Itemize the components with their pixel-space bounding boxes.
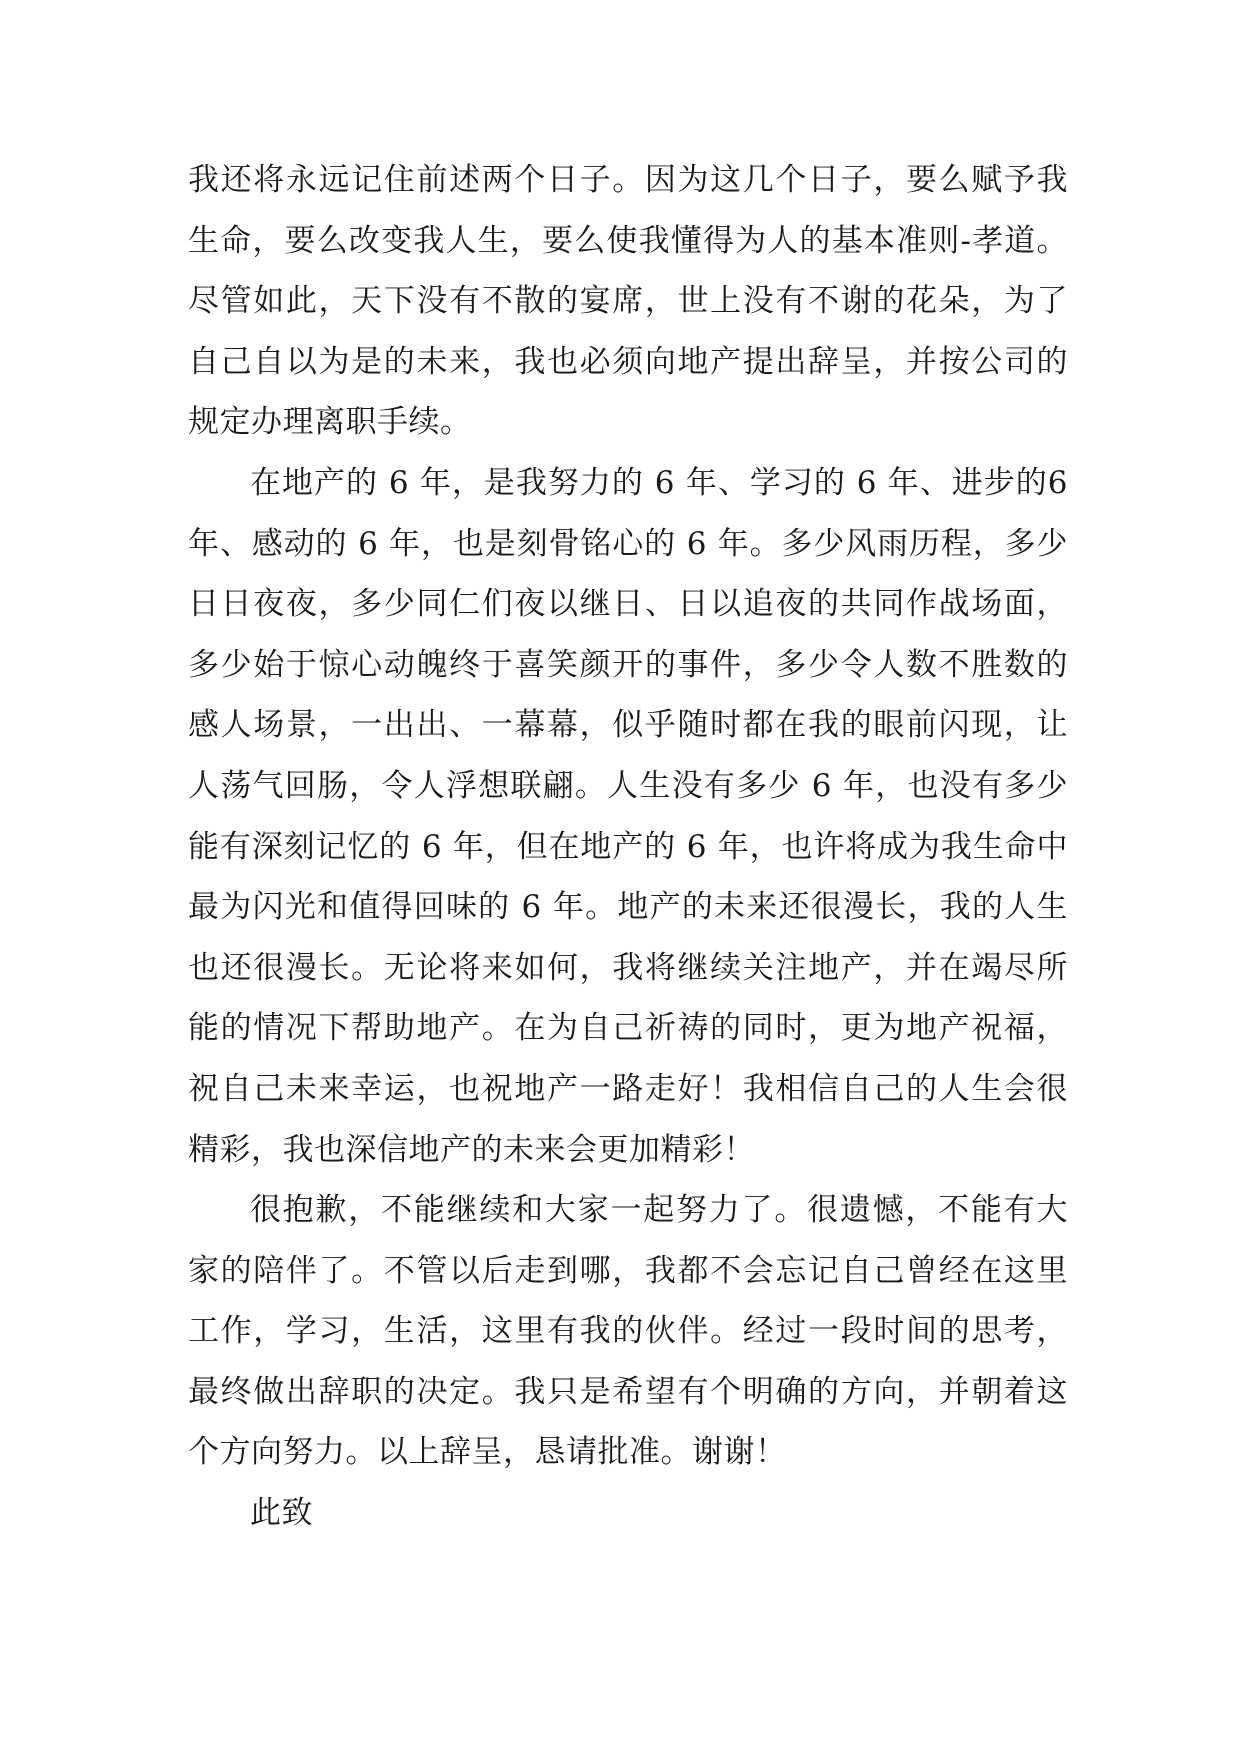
line: 成为我生命中最为闪光和值得回味的 6 年。地产的未来还很: [188, 828, 1068, 926]
line: 也没有多少能有深刻记忆的 6 年，但在地产的 6 年，也许将: [188, 767, 1068, 865]
line: 地产，并在竭尽所能的情况下帮助地产。在为自己祈祷的同: [188, 949, 1068, 1047]
paragraph-1: [188, 150, 1068, 453]
line: 我生命，要么改变我人生，要么使我懂得为人的基本准则-: [188, 162, 1068, 259]
line: 这里工作，学习，生活，这里有我的伙伴。经过一段时间的: [188, 1252, 1068, 1350]
line: 并朝着这个方向努力。以上辞呈，恳请批准。谢谢！: [188, 1373, 1068, 1471]
line: 前闪现，让人荡气回肠，令人浮想联翩。人生没有多少 6 年，: [188, 707, 1068, 804]
closing-salutation: [188, 1483, 1068, 1544]
line: 并按公司的规定办理离职手续。: [188, 343, 1068, 441]
line: 大家的陪伴了。不管以后走到哪，我都不会忘记自己曾经在: [188, 1192, 1068, 1289]
line: 彩！: [692, 1131, 755, 1168]
document-page: [188, 150, 1068, 1670]
paragraph-2: [188, 453, 1068, 1180]
line: 朵，为了自己自以为是的未来，我也必须向地产提出辞呈，: [188, 283, 1068, 380]
line: 漫长，我的人生也还很漫长。无论将来如何，我将继续关注: [188, 889, 1068, 986]
line: 不胜数的感人场景，一出出、一幕幕，似乎随时都在我的眼: [188, 646, 1068, 744]
line: 我还将永远记住前述两个日子。因为这几个日子，要么赋予: [188, 162, 1037, 198]
line: 时，更为地产祝福，祝自己未来幸运，也祝地产一路走好！: [188, 1010, 1068, 1107]
document-body: [188, 150, 1068, 1544]
paragraph-3: [188, 1180, 1068, 1483]
line: 在地产的 6 年，是我努力的 6 年、学习的 6 年、进步的: [250, 464, 1048, 501]
line: 很抱歉，不能继续和大家一起努力了。很遗憾，不能有: [250, 1192, 1037, 1229]
line: 孝道。尽管如此，天下没有不散的宴席，世上没有不谢的花: [188, 222, 1068, 320]
line: 我相信自己的人生会很精彩，我也深信地产的未来会更加精: [188, 1070, 1068, 1168]
line: 思考，最终做出辞职的决定。我只是希望有个明确的方向，: [188, 1313, 1068, 1410]
line: 场面，多少始于惊心动魄终于喜笑颜开的事件，多少令人数: [188, 586, 1068, 683]
line: 6 年、感动的 6 年，也是刻骨铭心的 6 年。多少风雨历程，: [188, 464, 1068, 562]
line: 此致: [250, 1495, 313, 1532]
line: 多少日日夜夜，多少同仁们夜以继日、日以追夜的共同作战: [188, 525, 1068, 623]
